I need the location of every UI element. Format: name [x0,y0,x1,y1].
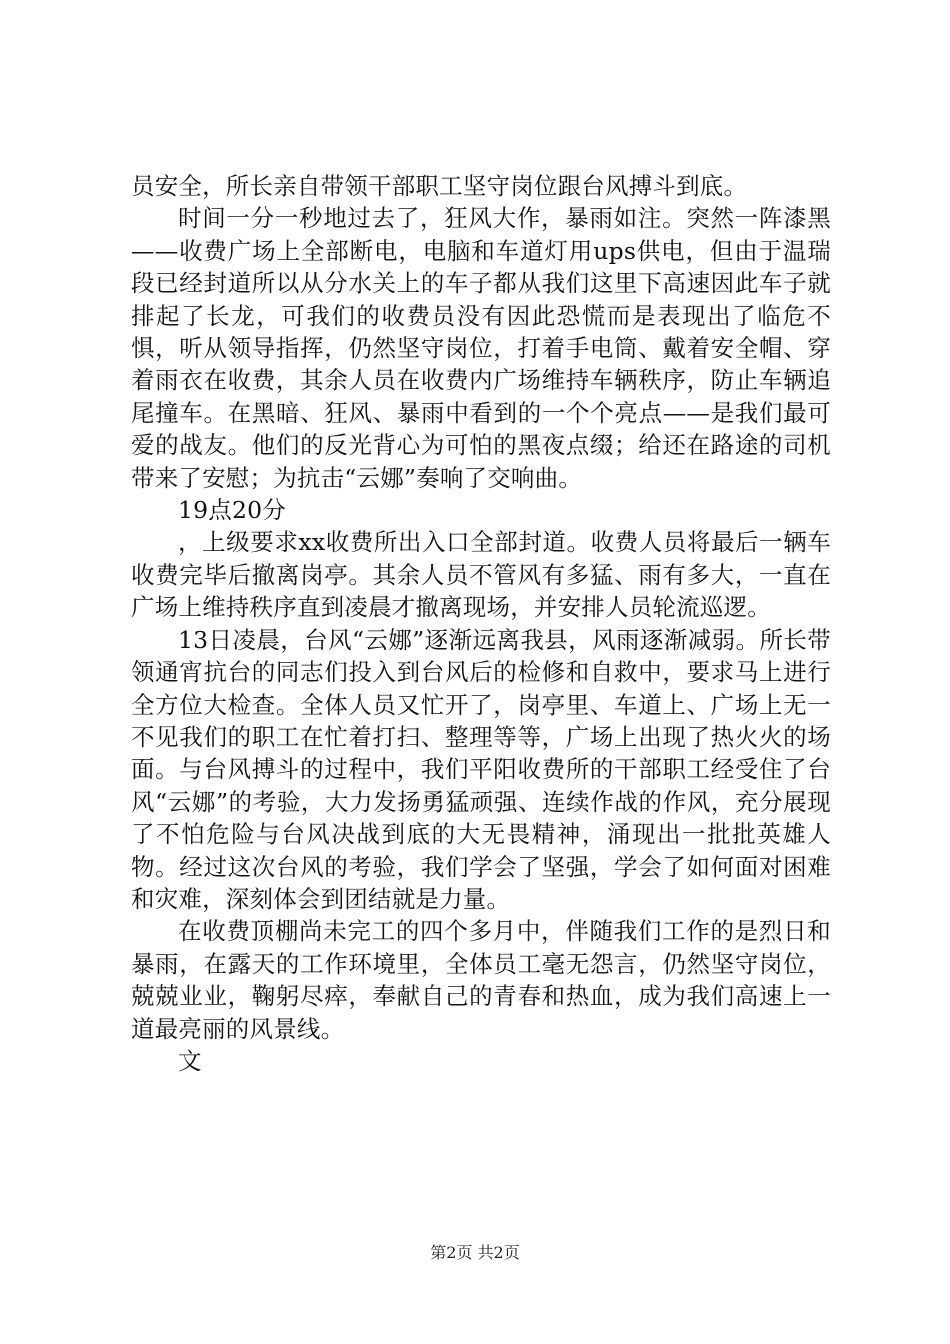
paragraph-4: ，上级要求xx收费所出入口全部封道。收费人员将最后一辆车收费完毕后撤离岗亭。其余人员不管风有多猛、雨有多大，一直在广场上维持秩序直到凌晨才撤离现场，并安排人员轮流巡逻。 [131,528,831,622]
page-indicator: 第2页 共2页 [430,1243,520,1262]
paragraph-1: 员安全，所长亲自带领干部职工坚守岗位跟台风搏斗到底。 [131,172,748,200]
paragraph-5: 13日凌晨，台风“云娜”逐渐远离我县，风雨逐渐减弱。所长带领通宵抗台的同志们投入到台风后的检修和自救中，要求马上进行全方位大检查。全体人员又忙开了，岗亭里、车道上、广场上无一不见我们的职工在忙着打扫、整理等等，广场上出现了热火火的场面。与台风搏斗的过程中，我们平阳收费所的干部职工经受住了台风“云娜”的考验，大力发扬勇猛顽强、连续作战的作风，充分展现了不怕危险与台风决战到底的大无畏精神，涌现出一批批英雄人物。经过这次台风的考验，我们学会了坚强，学会了如何面对困难和灾难，深刻体会到团结就是力量。 [131,625,831,913]
paragraph-6: 在收费顶棚尚未完工的四个多月中，伴随我们工作的是烈日和暴雨，在露天的工作环境里，全体员工毫无怨言，仍然坚守岗位，兢兢业业，鞠躬尽瘁，奉献自己的青春和热血，成为我们高速上一道最亮丽的风景线。 [131,917,831,1043]
paragraph-3: 19点20分 [178,496,287,525]
paragraph-7: 文 [178,1046,202,1075]
document-body [131,170,831,1077]
paragraph-2: 时间一分一秒地过去了，狂风大作，暴雨如注。突然一阵漆黑——收费广场上全部断电，电脑和车道灯用ups供电，但由于温瑞段已经封道所以从分水关上的车子都从我们这里下高速因此车子就排起了长龙，可我们的收费员没有因此恐慌而是表现出了临危不惧，听从领导指挥，仍然坚守岗位，打着手电筒、戴着安全帽、穿着雨衣在收费，其余人员在收费内广场维持车辆秩序，防止车辆追尾撞车。在黑暗、狂风、暴雨中看到的一个个亮点——是我们最可爱的战友。他们的反光背心为可怕的黑夜点缀；给还在路途的司机带来了安慰；为抗击“云娜”奏响了交响曲。 [131,204,831,492]
page-footer [0,1243,950,1263]
